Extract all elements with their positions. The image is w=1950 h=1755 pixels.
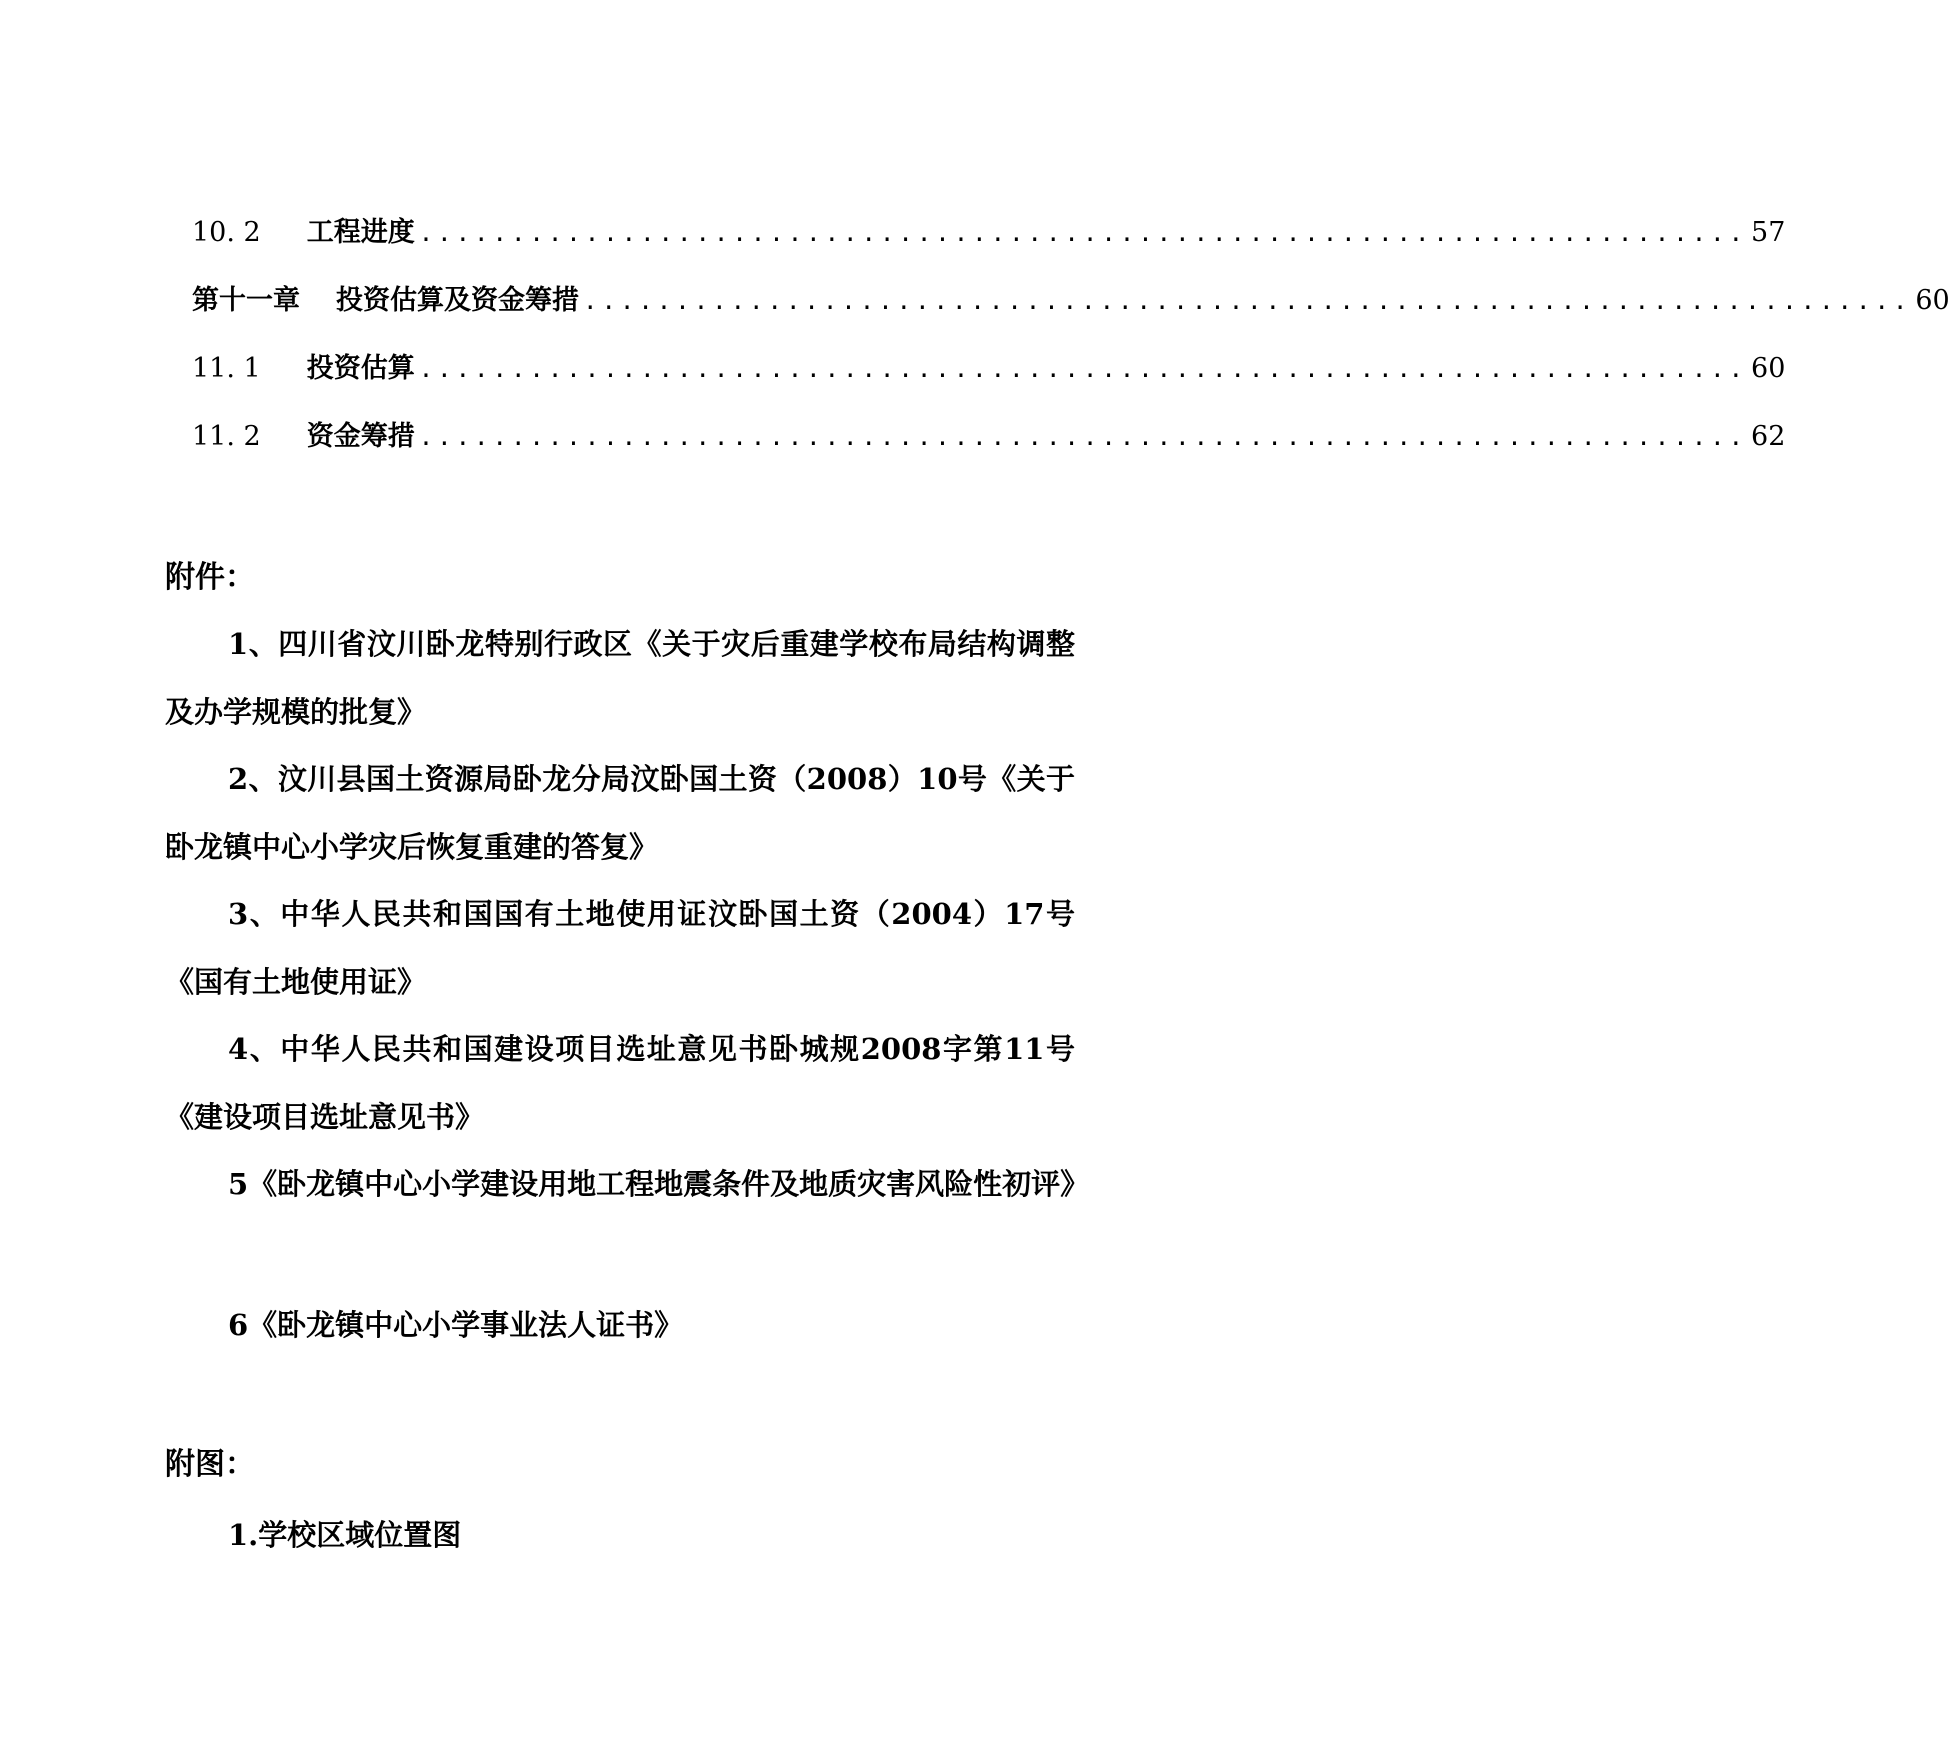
attachment-item-6: 6《卧龙镇中心小学事业法人证书》 xyxy=(228,1308,684,1342)
toc-entry-title: 工程进度 xyxy=(306,217,415,248)
toc-entry-11-1[interactable] xyxy=(192,336,1786,386)
toc-entry-page: 60 xyxy=(1915,285,1950,316)
toc-entry-page: 57 xyxy=(1751,217,1786,248)
toc-dot-leader: ........................................................................ xyxy=(418,423,1748,451)
toc-entry-number: 10. 2 xyxy=(192,217,261,248)
toc-entry-title: 投资估算及资金筹措 xyxy=(336,285,579,316)
toc-entry-chapter-11[interactable] xyxy=(192,268,1950,318)
toc-entry-number: 11. 2 xyxy=(192,421,261,452)
toc-dot-leader: ........................................................................ xyxy=(418,219,1748,247)
figures-heading: 附图： xyxy=(165,1447,255,1482)
attachment-item-5: 5《卧龙镇中心小学建设用地工程地震条件及地质灾害风险性初评》 xyxy=(228,1167,1090,1201)
toc-entry-11-2[interactable] xyxy=(192,404,1786,454)
toc-entry-title: 资金筹措 xyxy=(306,421,415,452)
toc-entry-page: 62 xyxy=(1751,421,1786,452)
toc-dot-leader: ........................................................................ xyxy=(583,287,1912,315)
attachment-item-4: 4、中华人民共和国建设项目选址意见书卧城规2008字第11号《建设项目选址意见书》 xyxy=(165,1032,1075,1134)
toc-entry-number: 11. 1 xyxy=(192,353,261,384)
toc-entry-10-2[interactable] xyxy=(192,200,1786,250)
toc-dot-leader: ........................................................................ xyxy=(418,355,1748,383)
toc-entry-number: 第十一章 xyxy=(192,285,300,316)
attachment-item-1: 1、四川省汶川卧龙特别行政区《关于灾后重建学校布局结构调整及办学规模的批复》 xyxy=(165,627,1075,729)
attachment-item-3: 3、中华人民共和国国有土地使用证汶卧国土资（2004）17号《国有土地使用证》 xyxy=(165,897,1075,999)
toc-entry-title: 投资估算 xyxy=(306,353,415,384)
attachment-item-2: 2、汶川县国土资源局卧龙分局汶卧国土资（2008）10号《关于卧龙镇中心小学灾后恢复重建的答复》 xyxy=(165,762,1075,864)
figure-item-1: 1.学校区域位置图 xyxy=(228,1518,462,1552)
attachments-heading: 附件： xyxy=(165,560,255,595)
toc-entry-page: 60 xyxy=(1751,353,1786,384)
